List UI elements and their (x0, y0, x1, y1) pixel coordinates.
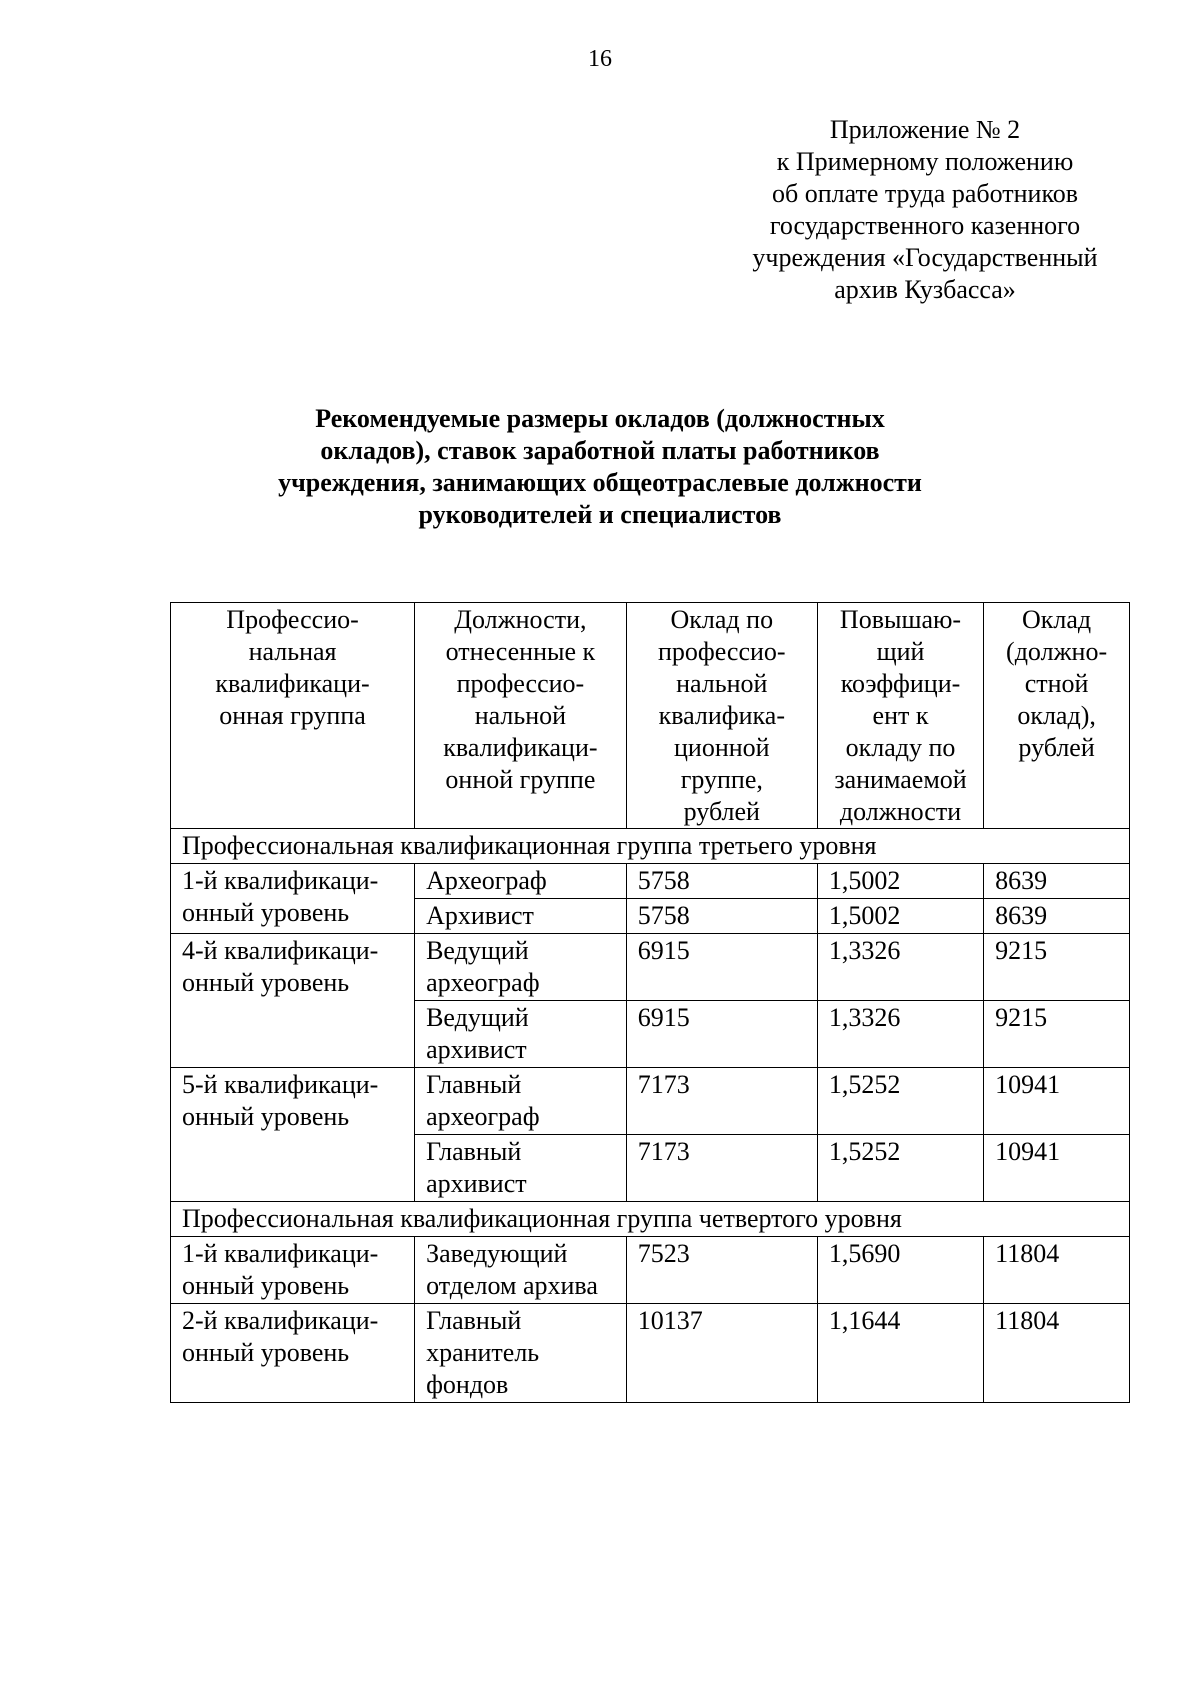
coefficient-cell: 1,5252 (817, 1135, 983, 1202)
group-row (171, 1202, 1130, 1237)
table-row (171, 1068, 1130, 1135)
base-salary-cell: 5758 (626, 864, 817, 899)
appendix-reference (725, 114, 1125, 306)
group-row (171, 829, 1130, 864)
base-salary-cell: 6915 (626, 934, 817, 1001)
group-title-fourth-level: Профессиональная квалификационная группа четвертого уровня (171, 1202, 1130, 1237)
position-cell: Главный хранитель фондов (415, 1304, 627, 1403)
qualification-level: 5-й квалификаци- онный уровень (171, 1068, 415, 1202)
table-row (171, 864, 1130, 899)
base-salary-cell: 10137 (626, 1304, 817, 1403)
coefficient-cell: 1,5002 (817, 899, 983, 934)
salary-cell: 11804 (984, 1304, 1130, 1403)
table-row (171, 1237, 1130, 1304)
title-line: учреждения, занимающих общеотраслевые должности (278, 468, 922, 497)
appendix-line: архив Кузбасса» (834, 275, 1016, 304)
appendix-line: государственного казенного (769, 211, 1081, 240)
table-row (171, 1304, 1130, 1403)
coefficient-cell: 1,3326 (817, 1001, 983, 1068)
appendix-line: к Примерному положению (776, 147, 1074, 176)
base-salary-cell: 7173 (626, 1068, 817, 1135)
page-number: 16 (588, 46, 612, 72)
group-title-third-level: Профессиональная квалификационная группа третьего уровня (171, 829, 1130, 864)
salary-cell: 8639 (984, 864, 1130, 899)
qualification-level: 4-й квалификаци- онный уровень (171, 934, 415, 1068)
header-qualification-group: Профессио- нальная квалификаци- онная группа (171, 603, 415, 829)
coefficient-cell: 1,5252 (817, 1068, 983, 1135)
table-header-row (171, 603, 1130, 829)
qualification-level: 1-й квалификаци- онный уровень (171, 864, 415, 934)
position-cell: Ведущий археограф (415, 934, 627, 1001)
salary-cell: 10941 (984, 1135, 1130, 1202)
header-base-salary: Оклад по профессио- нальной квалифика- ционной группе, рублей (626, 603, 817, 829)
title-line: Рекомендуемые размеры окладов (должностных (315, 404, 885, 433)
position-cell: Главный архивист (415, 1135, 627, 1202)
salary-table (170, 602, 1130, 1403)
appendix-line: Приложение № 2 (829, 115, 1021, 144)
qualification-level: 2-й квалификаци- онный уровень (171, 1304, 415, 1403)
title-line: руководителей и специалистов (418, 500, 782, 529)
salary-cell: 8639 (984, 899, 1130, 934)
salary-cell: 9215 (984, 1001, 1130, 1068)
position-cell: Главный археограф (415, 1068, 627, 1135)
salary-cell: 11804 (984, 1237, 1130, 1304)
position-cell: Архивист (415, 899, 627, 934)
header-coefficient: Повышаю- щий коэффици- ент к окладу по занимаемой должности (817, 603, 983, 829)
appendix-line: учреждения «Государственный (752, 243, 1098, 272)
position-cell: Археограф (415, 864, 627, 899)
position-cell: Ведущий архивист (415, 1001, 627, 1068)
base-salary-cell: 7523 (626, 1237, 817, 1304)
appendix-line: об оплате труда работников (771, 179, 1079, 208)
header-salary: Оклад (должно- стной оклад), рублей (984, 603, 1130, 829)
coefficient-cell: 1,3326 (817, 934, 983, 1001)
base-salary-cell: 6915 (626, 1001, 817, 1068)
base-salary-cell: 7173 (626, 1135, 817, 1202)
position-cell: Заведующий отделом архива (415, 1237, 627, 1304)
header-positions: Должности, отнесенные к профессио- нальной квалификаци- онной группе (415, 603, 627, 829)
qualification-level: 1-й квалификаци- онный уровень (171, 1237, 415, 1304)
coefficient-cell: 1,1644 (817, 1304, 983, 1403)
base-salary-cell: 5758 (626, 899, 817, 934)
salary-cell: 9215 (984, 934, 1130, 1001)
title-line: окладов), ставок заработной платы работников (320, 436, 880, 465)
coefficient-cell: 1,5690 (817, 1237, 983, 1304)
salary-cell: 10941 (984, 1068, 1130, 1135)
coefficient-cell: 1,5002 (817, 864, 983, 899)
table-row (171, 934, 1130, 1001)
document-title (200, 403, 1000, 531)
